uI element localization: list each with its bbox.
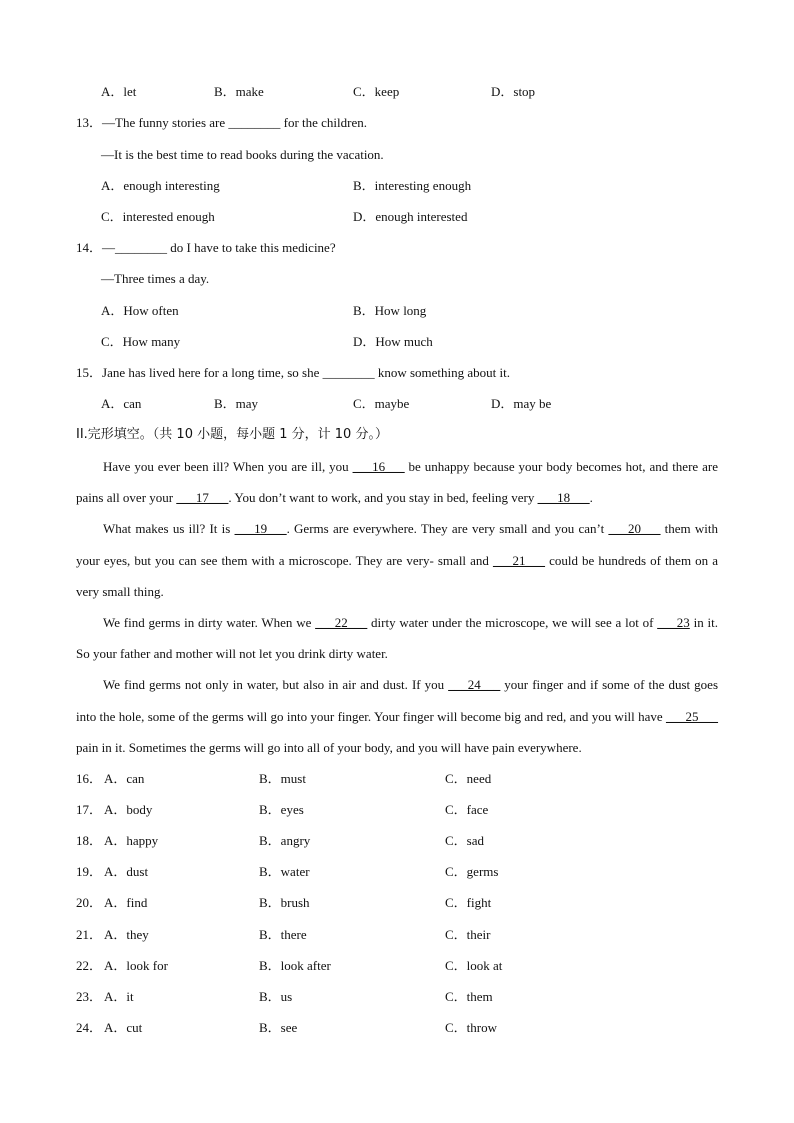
q15-blank: ________ <box>322 365 375 380</box>
q14-stem <box>76 240 336 256</box>
passage-paragraph-2 <box>76 513 718 607</box>
p3-text-3: in it. So your father and mother will not let you drink dirty water. <box>76 615 718 662</box>
q14-option-a: A．How often <box>101 303 179 318</box>
item-option-b: B．look after <box>259 958 331 973</box>
item-option-a: A．it <box>104 989 134 1004</box>
q15-option-a: A．can <box>101 396 142 411</box>
p4-text-1: We find germs not only in water, but also in air and dust. If you <box>103 677 449 693</box>
item-option-a: A．happy <box>104 833 159 848</box>
item-number: 17． <box>76 802 103 817</box>
blank-18: ___18___ <box>537 490 590 506</box>
item-option-b: B．must <box>259 771 306 786</box>
q12-option-a: A．let <box>101 84 137 99</box>
blank-19: ___19___ <box>234 521 287 537</box>
item-option-a: A．they <box>104 927 149 942</box>
item-option-b: B．brush <box>259 895 310 910</box>
q13-line2: —It is the best time to read books during the vacation. <box>101 147 384 162</box>
p3-text-1: We find germs in dirty water. When we <box>103 615 316 631</box>
q13-option-b: B．interesting enough <box>353 178 472 193</box>
item-option-a: A．body <box>104 802 153 817</box>
p1-text-4: . <box>589 490 593 506</box>
item-number: 19． <box>76 864 103 879</box>
item-option-c: C．sad <box>445 833 485 848</box>
item-option-a: A．can <box>104 771 145 786</box>
item-option-c: C．throw <box>445 1020 498 1035</box>
item-number: 18． <box>76 833 103 848</box>
item-option-c: C．look at <box>445 958 503 973</box>
p3-text-2: dirty water under the microscope, we will see a lot of <box>367 615 658 631</box>
q15-stem <box>76 365 510 381</box>
q15-text-pre: Jane has lived here for a long time, so she <box>102 365 323 380</box>
q13-number: 13． <box>76 115 103 130</box>
q13-option-c: C．interested enough <box>101 209 215 224</box>
q14-number: 14． <box>76 240 103 255</box>
item-option-c: C．their <box>445 927 491 942</box>
q13-option-a: A．enough interesting <box>101 178 220 193</box>
q14-option-b: B．How long <box>353 303 427 318</box>
item-number: 21． <box>76 927 103 942</box>
q13-blank: ________ <box>228 115 281 130</box>
p1-text-2: be unhappy because your body becomes hot, and there are pains all over your <box>76 459 718 506</box>
q13-text-post: for the children. <box>280 115 368 130</box>
passage-paragraph-1 <box>76 451 718 513</box>
q15-option-d: D．may be <box>491 396 552 411</box>
q12-option-b: B．make <box>214 84 264 99</box>
p2-text-1: What makes us ill? It is <box>103 521 235 537</box>
p1-text-3: . You don’t want to work, and you stay in bed, feeling very <box>228 490 538 506</box>
blank-20: ___20___ <box>608 521 661 537</box>
item-option-c: C．germs <box>445 864 499 879</box>
q13-stem <box>76 115 367 131</box>
item-number: 16． <box>76 771 103 786</box>
p2-text-3: them with your eyes, but you can see them with a microscope. They are very- small and <box>76 521 719 568</box>
item-option-b: B．there <box>259 927 307 942</box>
item-number: 20． <box>76 895 103 910</box>
item-option-c: C．face <box>445 802 489 817</box>
item-option-c: C．fight <box>445 895 492 910</box>
q14-line2: —Three times a day. <box>101 271 210 286</box>
passage-paragraph-4 <box>76 669 718 763</box>
item-number: 23． <box>76 989 103 1004</box>
item-option-b: B．see <box>259 1020 298 1035</box>
p4-text-2: your finger and if some of the dust goes into the hole, some of the germs will go into your finger. Your finger will become big and red, and you will have <box>76 677 719 724</box>
q15-option-c: C．maybe <box>353 396 410 411</box>
item-option-c: C．need <box>445 771 492 786</box>
p4-text-3: pain in it. Sometimes the germs will go into all of your body, and you will have pain everywhere. <box>76 739 582 755</box>
q13-option-d: D．enough interested <box>353 209 468 224</box>
item-option-b: B．angry <box>259 833 311 848</box>
q15-text-post: know something about it. <box>374 365 511 380</box>
item-option-a: A．dust <box>104 864 149 879</box>
blank-24: ___24___ <box>448 677 501 693</box>
item-option-a: A．look for <box>104 958 168 973</box>
q12-option-d: D．stop <box>491 84 536 99</box>
cloze-passage <box>76 451 718 763</box>
p2-text-2: . Germs are everywhere. They are very small and you can’t <box>286 521 609 537</box>
q14-option-d: D．How much <box>353 334 433 349</box>
item-option-c: C．them <box>445 989 493 1004</box>
item-option-b: B．water <box>259 864 310 879</box>
item-option-a: A．cut <box>104 1020 143 1035</box>
blank-22: ___22___ <box>315 615 368 631</box>
q14-option-c: C．How many <box>101 334 181 349</box>
p2-text-4: could be hundreds of them on a very small thing. <box>76 552 718 599</box>
blank-16: ___16___ <box>352 459 405 474</box>
q14-blank: ________ <box>115 240 168 255</box>
item-number: 24． <box>76 1020 103 1035</box>
blank-17: ___17___ <box>176 490 229 506</box>
item-option-a: A．find <box>104 895 148 910</box>
blank-25: ___25___ <box>666 708 718 724</box>
item-number: 22． <box>76 958 103 973</box>
q15-option-b: B．may <box>214 396 259 411</box>
q15-number: 15． <box>76 365 103 380</box>
blank-23: ___23 <box>657 615 690 631</box>
q14-text-pre: — <box>102 240 116 255</box>
q12-option-c: C．keep <box>353 84 400 99</box>
item-option-b: B．eyes <box>259 802 304 817</box>
item-option-b: B．us <box>259 989 293 1004</box>
q14-text-post: do I have to take this medicine? <box>167 240 336 255</box>
section-heading: II.完形填空。（共 10 小题，每小题 1 分，计 10 分。） <box>76 427 388 442</box>
p1-text-1: Have you ever been ill? When you are ill, you <box>103 459 353 474</box>
q13-text-pre: —The funny stories are <box>102 115 229 130</box>
blank-21: ___21___ <box>492 552 545 568</box>
passage-paragraph-3 <box>76 607 718 669</box>
